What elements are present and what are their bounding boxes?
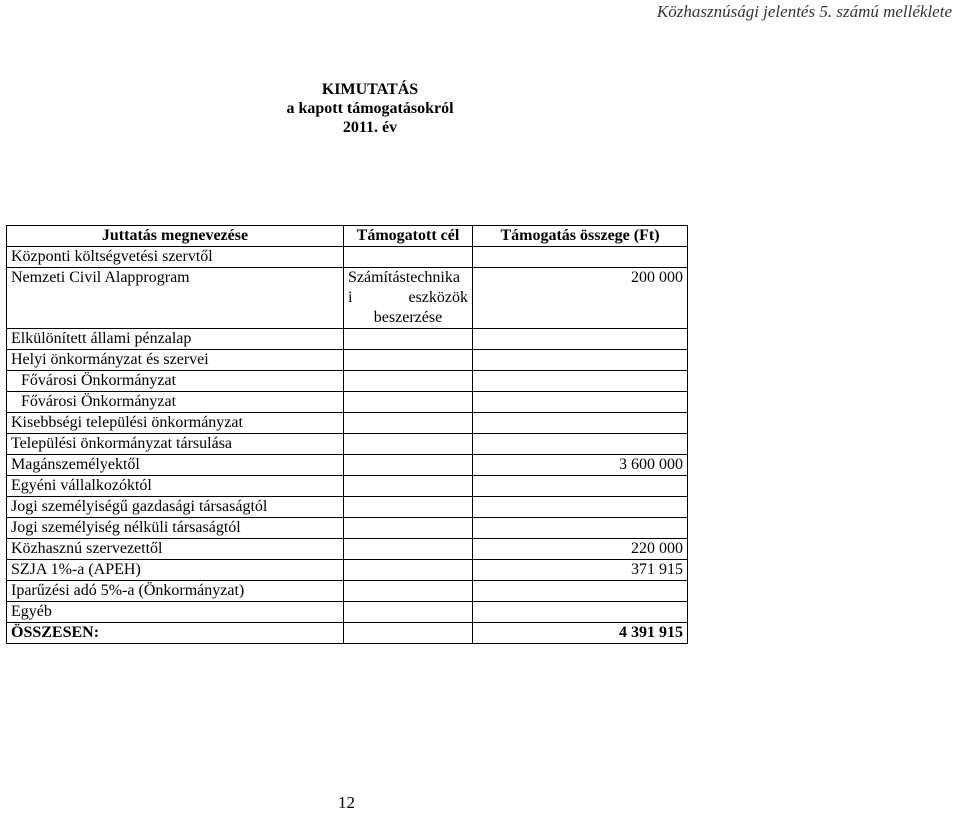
row-amount: 220 000 [473,539,688,560]
row-amount: 3 600 000 [473,455,688,476]
row-target [344,581,473,602]
page-header: Közhasznúsági jelentés 5. számú melléklete [656,2,952,21]
table-row [7,247,688,268]
table-row [7,518,688,539]
row-label: Települési önkormányzat társulása [7,434,344,455]
column-header-target: Támogatott cél [344,226,473,247]
row-label: Fővárosi Önkormányzat [7,371,344,392]
row-amount [473,497,688,518]
row-label: SZJA 1%-a (APEH) [7,560,344,581]
title-line-2: a kapott támogatásokról [286,100,454,117]
row-target [344,329,473,350]
row-label: ÖSSZESEN: [7,623,344,644]
table-row [7,413,688,434]
table-row [7,268,688,329]
table-row [7,350,688,371]
table-row [7,497,688,518]
row-target [344,392,473,413]
table-row [7,329,688,350]
row-target [344,518,473,539]
title-line-3: 2011. év [342,119,398,136]
row-label: Jogi személyiségű gazdasági társaságtól [7,497,344,518]
row-target [344,476,473,497]
support-table [6,225,688,644]
row-label: Fővárosi Önkormányzat [7,392,344,413]
row-label: Központi költségvetési szervtől [7,247,344,268]
row-label: Nemzeti Civil Alapprogram [7,268,344,329]
table-row [7,434,688,455]
row-amount: 4 391 915 [473,623,688,644]
row-target [344,350,473,371]
table-row [7,581,688,602]
row-amount [473,329,688,350]
row-target [344,539,473,560]
row-label: Közhasznú szervezettől [7,539,344,560]
row-amount [473,392,688,413]
row-target [344,560,473,581]
column-header-amount: Támogatás összege (Ft) [473,226,688,247]
row-label: Iparűzési adó 5%-a (Önkormányzat) [7,581,344,602]
row-amount [473,476,688,497]
row-target [344,413,473,434]
row-amount: 371 915 [473,560,688,581]
table-row [7,455,688,476]
table-row [7,371,688,392]
row-amount [473,434,688,455]
row-label: Kisebbségi települési önkormányzat [7,413,344,434]
title-line-1: KIMUTATÁS [321,81,419,98]
table-body [7,247,688,644]
row-target [344,247,473,268]
row-amount [473,413,688,434]
row-label: Elkülönített állami pénzalap [7,329,344,350]
row-target [344,434,473,455]
row-label: Egyéb [7,602,344,623]
row-target: Számítástechnika i eszközök beszerzése [344,268,473,329]
row-label: Egyéni vállalkozóktól [7,476,344,497]
row-amount: 200 000 [473,268,688,329]
row-label: Helyi önkormányzat és szervei [7,350,344,371]
row-target [344,602,473,623]
table-row [7,539,688,560]
row-label: Magánszemélyektől [7,455,344,476]
table-row [7,392,688,413]
table-row [7,602,688,623]
document-title [200,80,540,137]
row-amount [473,247,688,268]
table-row [7,476,688,497]
row-amount [473,518,688,539]
table-row [7,560,688,581]
column-header-name: Juttatás megnevezése [7,226,344,247]
row-amount [473,350,688,371]
row-target [344,623,473,644]
row-target [344,371,473,392]
row-amount [473,581,688,602]
table-header-row [7,226,688,247]
page-number: 12 [338,793,355,812]
row-target [344,497,473,518]
table-row [7,623,688,644]
row-label: Jogi személyiség nélküli társaságtól [7,518,344,539]
row-amount [473,371,688,392]
row-amount [473,602,688,623]
row-target [344,455,473,476]
